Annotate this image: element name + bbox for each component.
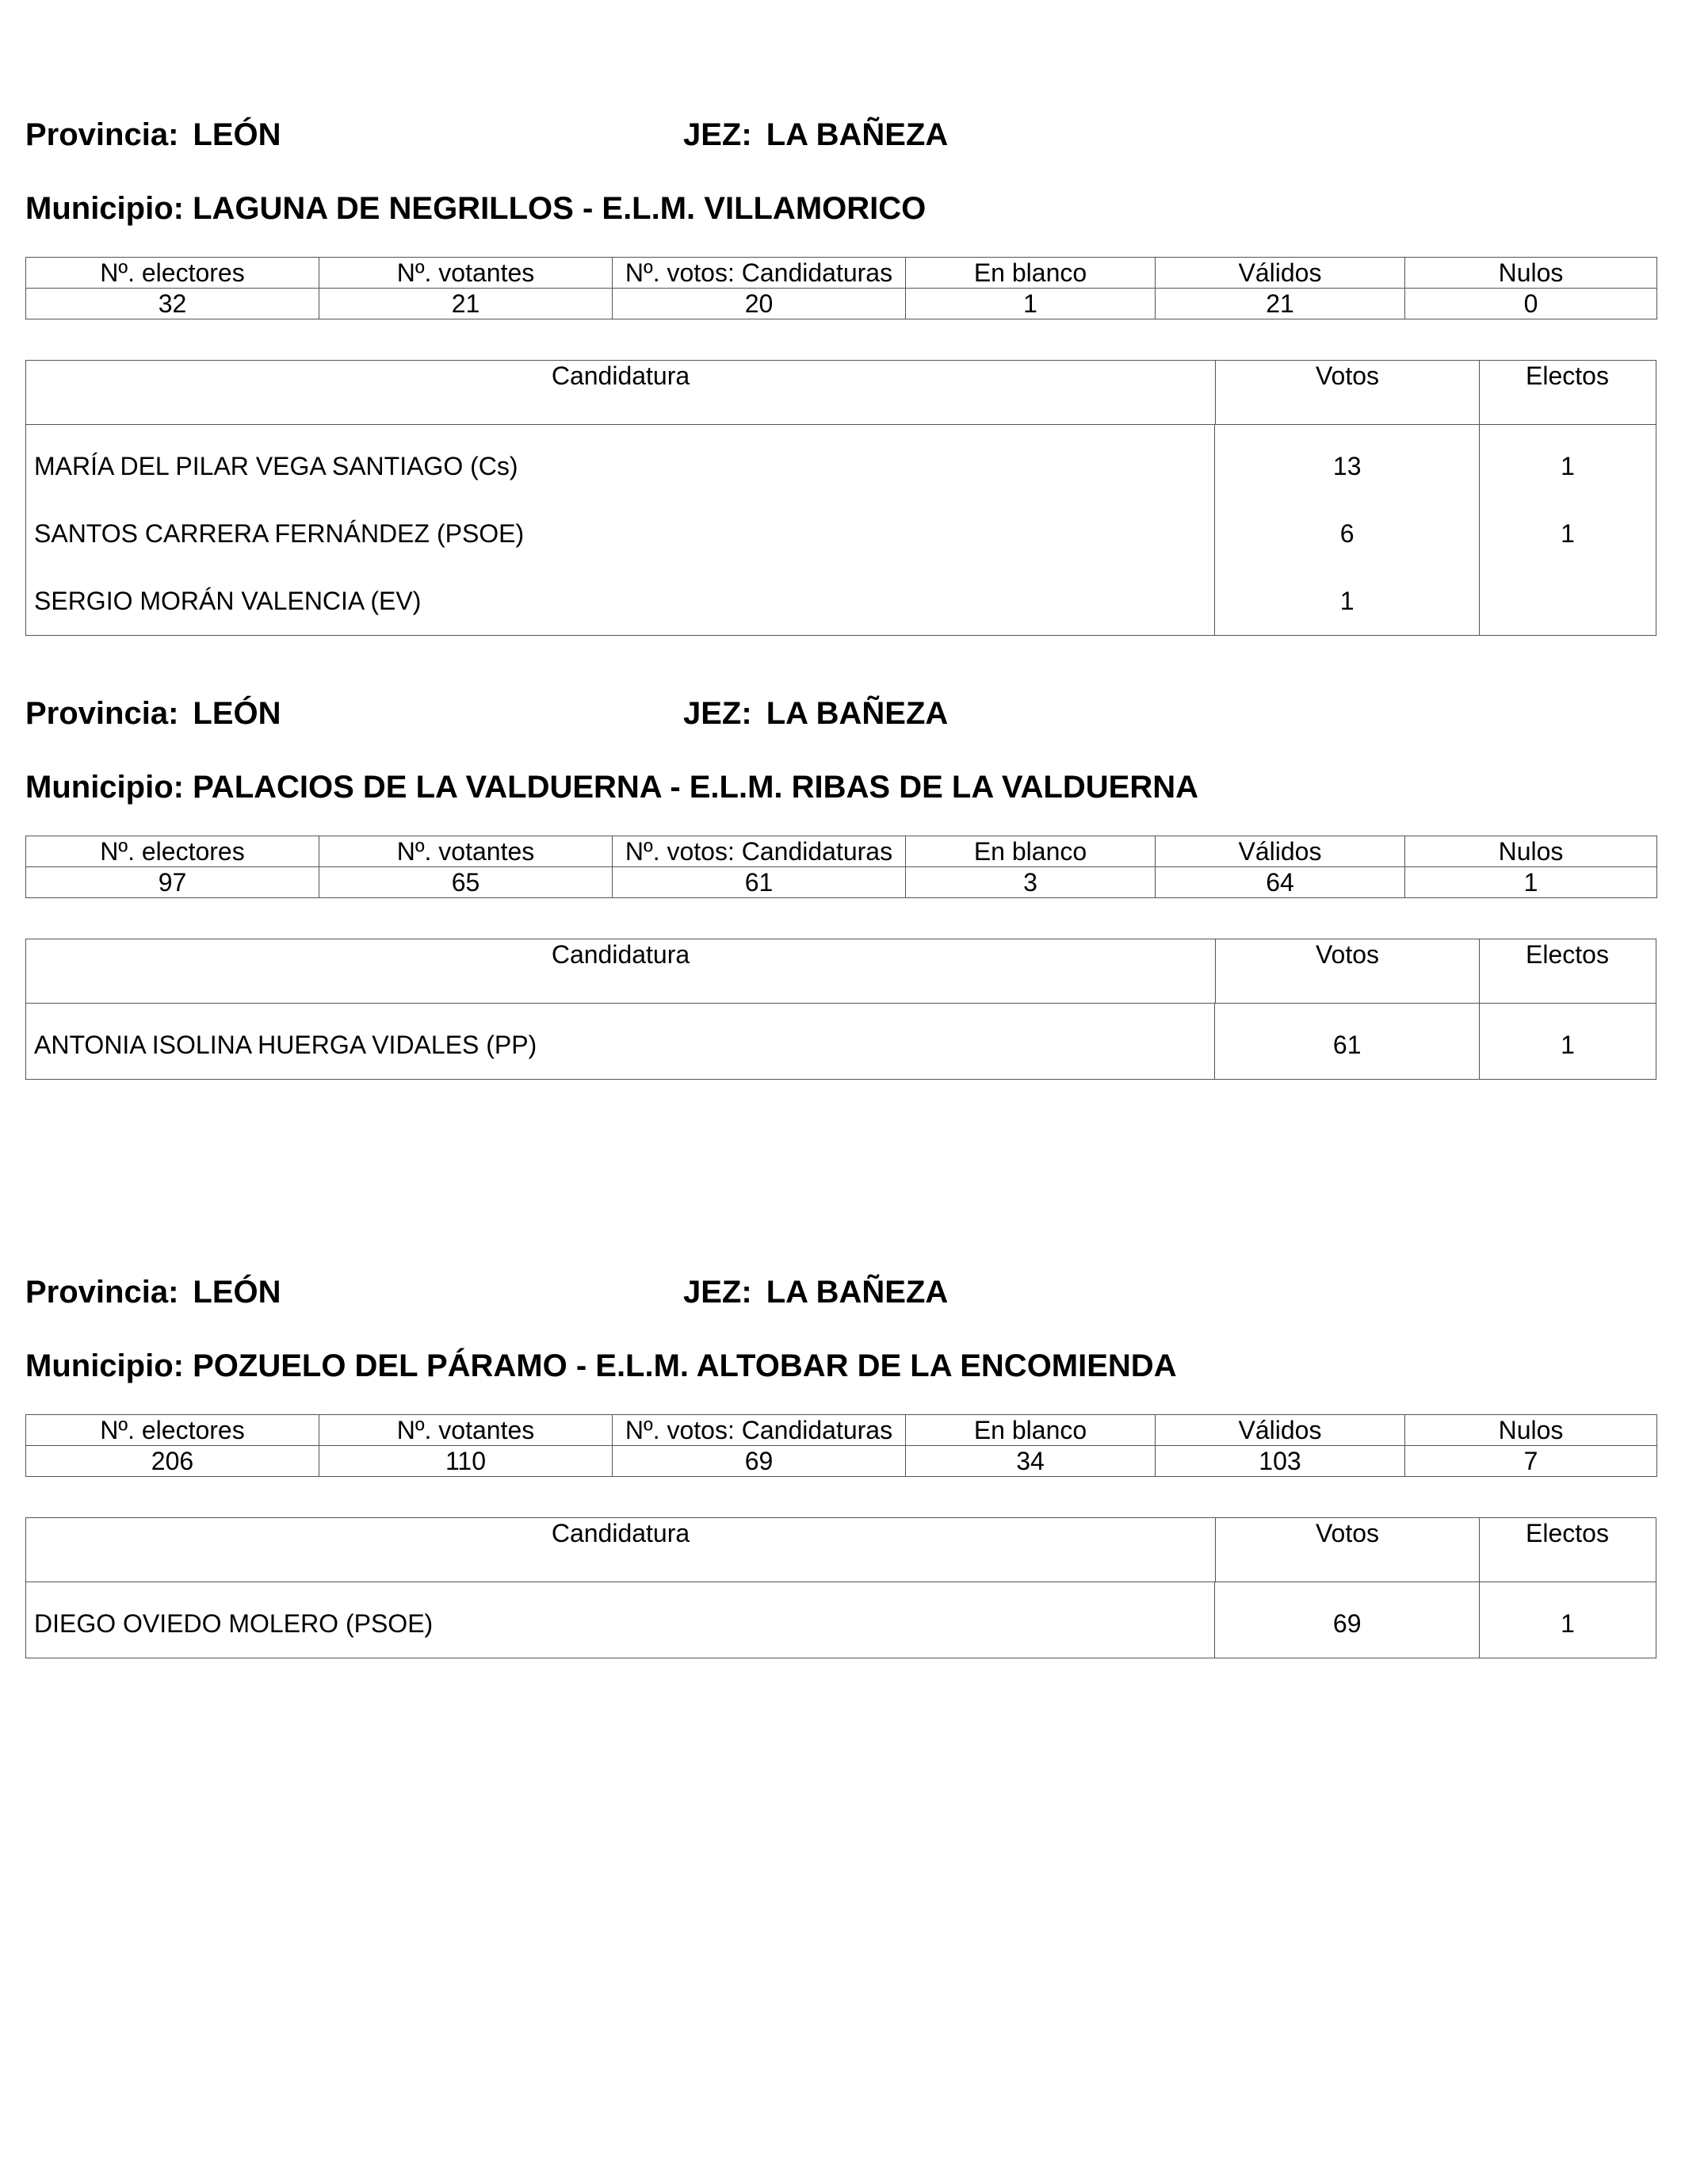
stats-validos: 103: [1156, 1446, 1405, 1477]
stats-header-nulos: Nulos: [1405, 1415, 1657, 1446]
jez-label: JEZ:: [683, 1275, 752, 1310]
stats-header-electores: Nº. electores: [26, 258, 319, 289]
municipio-value: PALACIOS DE LA VALDUERNA - E.L.M. RIBAS DE LA VALDUERNA: [193, 770, 1198, 805]
candidatura-table: [25, 939, 1656, 1080]
candidate-name: DIEGO OVIEDO MOLERO (PSOE): [34, 1609, 434, 1638]
provincia-value: LEÓN: [193, 696, 281, 731]
stats-nulos: 7: [1405, 1446, 1657, 1477]
stats-value-row: [26, 289, 1657, 319]
candidate-name: MARÍA DEL PILAR VEGA SANTIAGO (Cs): [34, 452, 518, 480]
candidate-votos: 69: [1214, 1590, 1479, 1658]
stats-votantes: 110: [319, 1446, 613, 1477]
stats-votos-candidaturas: 69: [613, 1446, 906, 1477]
stats-header-electores: Nº. electores: [26, 1415, 319, 1446]
stats-header-validos: Válidos: [1156, 1415, 1405, 1446]
stats-header-validos: Válidos: [1156, 836, 1405, 867]
votos-header: Votos: [1215, 939, 1479, 1003]
stats-electores: 206: [26, 1446, 319, 1477]
candidate-electos: 1: [1479, 1590, 1656, 1658]
jez-value: LA BAÑEZA: [766, 696, 949, 731]
stats-header-votantes: Nº. votantes: [319, 836, 613, 867]
candidate-votos: 1: [1214, 568, 1479, 635]
candidate-row: [26, 1012, 1656, 1079]
candidatura-header: Candidatura: [551, 940, 690, 969]
candidate-electos: 1: [1479, 1012, 1656, 1079]
provincia-label: Provincia:: [25, 1275, 179, 1310]
stats-table: [25, 836, 1657, 898]
jez-header: [683, 116, 948, 154]
stats-table: [25, 257, 1657, 319]
provincia-header: [25, 1273, 281, 1311]
candidatura-header: Candidatura: [551, 1519, 690, 1547]
candidatura-header-row: [26, 361, 1656, 425]
electos-header: Electos: [1479, 939, 1655, 1003]
municipio-value: POZUELO DEL PÁRAMO - E.L.M. ALTOBAR DE LA ENCOMIENDA: [193, 1348, 1177, 1383]
municipio-label: Municipio:: [25, 191, 184, 226]
electos-header: Electos: [1479, 1518, 1655, 1582]
stats-header-row: [26, 836, 1657, 867]
stats-validos: 21: [1156, 289, 1405, 319]
stats-header-votantes: Nº. votantes: [319, 258, 613, 289]
municipio-label: Municipio:: [25, 770, 184, 805]
votos-header: Votos: [1215, 361, 1479, 424]
stats-votantes: 21: [319, 289, 613, 319]
candidate-votos: 13: [1214, 433, 1479, 500]
stats-value-row: [26, 1446, 1657, 1477]
candidate-name: SERGIO MORÁN VALENCIA (EV): [34, 587, 422, 615]
candidate-row: [26, 1590, 1656, 1658]
jez-value: LA BAÑEZA: [766, 117, 949, 152]
candidate-row: [26, 568, 1656, 635]
candidatura-header: Candidatura: [551, 361, 690, 390]
candidate-row: [26, 433, 1656, 500]
candidatura-header-row: [26, 939, 1656, 1004]
municipio-header: [25, 189, 926, 228]
votos-header: Votos: [1215, 1518, 1479, 1582]
jez-label: JEZ:: [683, 117, 752, 152]
candidatura-table: [25, 1517, 1656, 1658]
stats-header-votos-candidaturas: Nº. votos: Candidaturas: [613, 258, 906, 289]
jez-value: LA BAÑEZA: [766, 1275, 949, 1310]
stats-electores: 32: [26, 289, 319, 319]
stats-validos: 64: [1156, 867, 1405, 898]
provincia-value: LEÓN: [193, 117, 281, 152]
candidatura-header-row: [26, 1518, 1656, 1582]
jez-label: JEZ:: [683, 696, 752, 731]
stats-value-row: [26, 867, 1657, 898]
electos-header: Electos: [1479, 361, 1655, 424]
candidate-name: ANTONIA ISOLINA HUERGA VIDALES (PP): [34, 1031, 537, 1059]
candidate-row: [26, 500, 1656, 568]
candidate-electos: 1: [1479, 433, 1656, 500]
stats-nulos: 1: [1405, 867, 1657, 898]
stats-header-votantes: Nº. votantes: [319, 1415, 613, 1446]
stats-header-electores: Nº. electores: [26, 836, 319, 867]
stats-table: [25, 1414, 1657, 1477]
candidate-votos: 6: [1214, 500, 1479, 568]
provincia-label: Provincia:: [25, 117, 179, 152]
stats-header-row: [26, 1415, 1657, 1446]
jez-header: [683, 694, 948, 732]
stats-header-nulos: Nulos: [1405, 836, 1657, 867]
candidate-electos: [1479, 568, 1656, 635]
provincia-label: Provincia:: [25, 696, 179, 731]
provincia-header: [25, 116, 281, 154]
stats-electores: 97: [26, 867, 319, 898]
stats-header-en-blanco: En blanco: [906, 258, 1156, 289]
stats-votantes: 65: [319, 867, 613, 898]
municipio-header: [25, 1347, 1177, 1385]
stats-header-en-blanco: En blanco: [906, 1415, 1156, 1446]
candidate-electos: 1: [1479, 500, 1656, 568]
stats-header-votos-candidaturas: Nº. votos: Candidaturas: [613, 836, 906, 867]
stats-votos-candidaturas: 61: [613, 867, 906, 898]
stats-header-row: [26, 258, 1657, 289]
stats-header-nulos: Nulos: [1405, 258, 1657, 289]
stats-votos-candidaturas: 20: [613, 289, 906, 319]
stats-en-blanco: 3: [906, 867, 1156, 898]
municipio-value: LAGUNA DE NEGRILLOS - E.L.M. VILLAMORICO: [193, 191, 927, 226]
municipio-label: Municipio:: [25, 1348, 184, 1383]
jez-header: [683, 1273, 948, 1311]
provincia-header: [25, 694, 281, 732]
stats-header-en-blanco: En blanco: [906, 836, 1156, 867]
stats-header-votos-candidaturas: Nº. votos: Candidaturas: [613, 1415, 906, 1446]
stats-nulos: 0: [1405, 289, 1657, 319]
candidate-votos: 61: [1214, 1012, 1479, 1079]
stats-header-validos: Válidos: [1156, 258, 1405, 289]
stats-en-blanco: 34: [906, 1446, 1156, 1477]
stats-en-blanco: 1: [906, 289, 1156, 319]
candidate-name: SANTOS CARRERA FERNÁNDEZ (PSOE): [34, 519, 525, 548]
candidatura-table: [25, 360, 1656, 636]
provincia-value: LEÓN: [193, 1275, 281, 1310]
municipio-header: [25, 768, 1198, 806]
